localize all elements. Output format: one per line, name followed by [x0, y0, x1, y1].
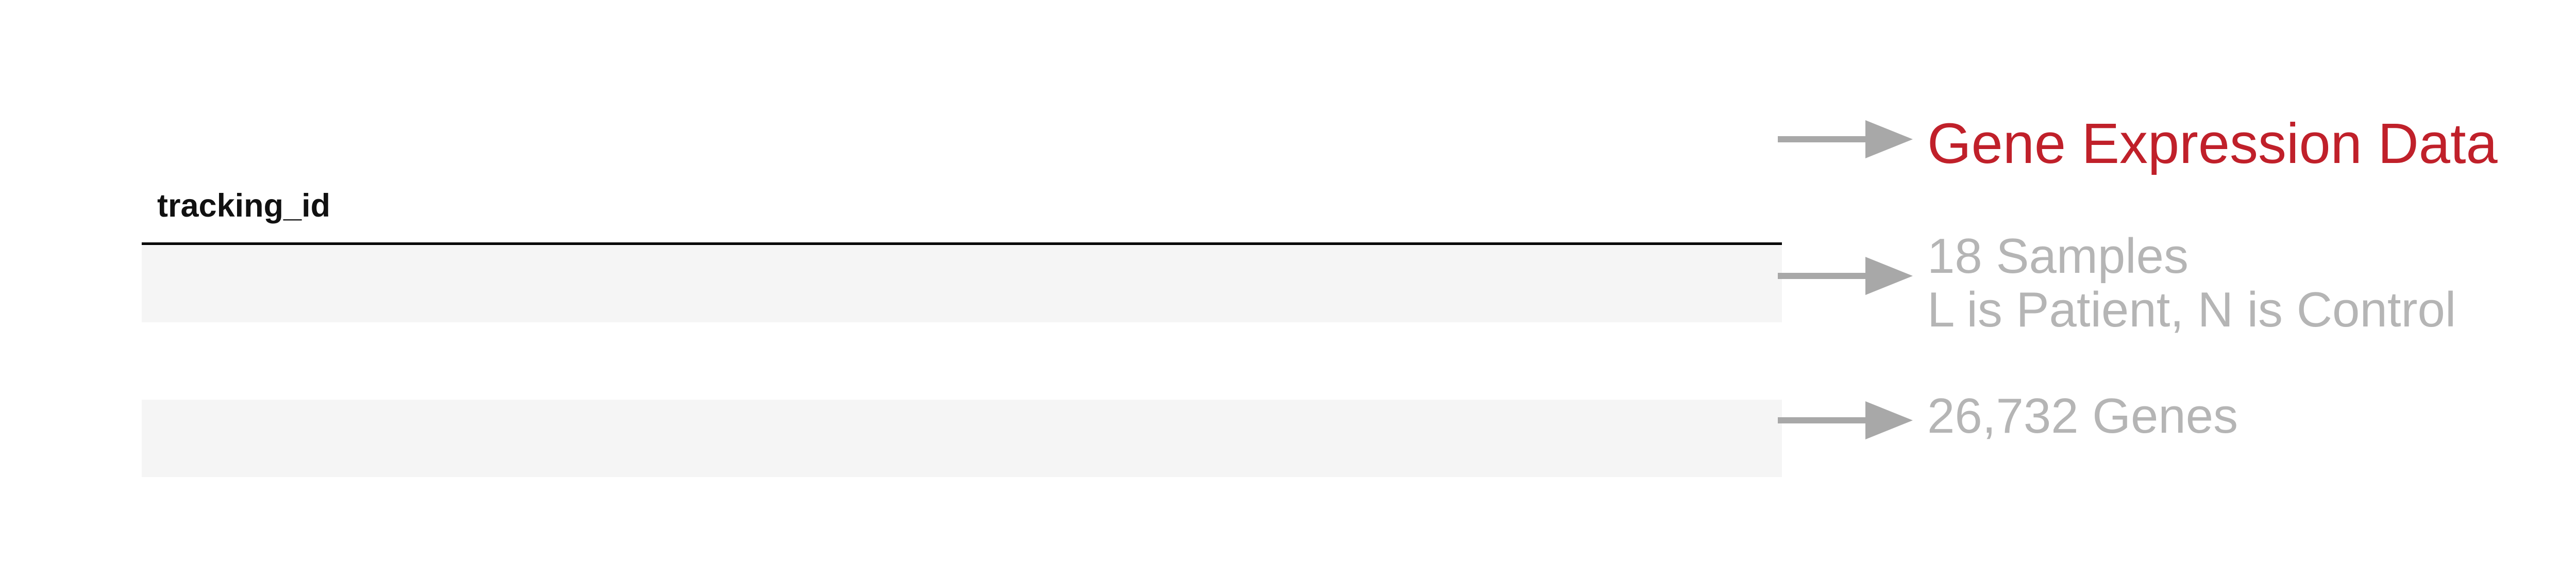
- arrow-right-icon: [1778, 397, 1922, 444]
- arrow-right-icon: [1778, 116, 1922, 162]
- arrow-right-icon: [1778, 253, 1922, 299]
- samples-count: 18 Samples: [1927, 228, 2188, 284]
- samples-annotation: [1927, 230, 2456, 336]
- header-divider: [142, 242, 1782, 245]
- row-stripe-1: [142, 245, 1782, 322]
- gene-expression-title: Gene Expression Data: [1927, 112, 2498, 175]
- genes-annotation: 26,732 Genes: [1927, 388, 2238, 444]
- index-name-header: tracking_id: [157, 188, 331, 224]
- row-stripe-3: [142, 400, 1782, 477]
- samples-legend: L is Patient, N is Control: [1927, 282, 2456, 337]
